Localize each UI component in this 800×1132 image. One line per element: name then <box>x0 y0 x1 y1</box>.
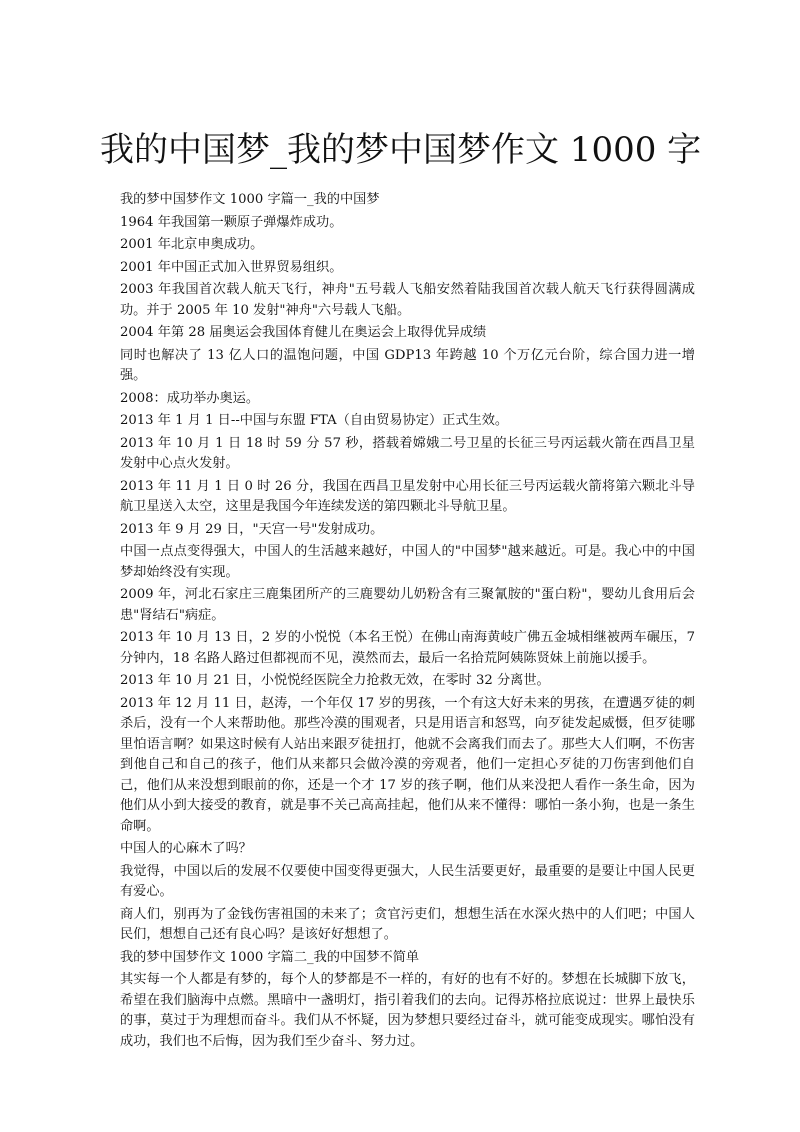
paragraph-2009-milk: 2009 年，河北石家庄三鹿集团所产的三鹿婴幼儿奶粉含有三聚氰胺的"蛋白粉"，婴幼儿食用后会患"肾结石"病症。 <box>120 587 695 623</box>
paragraph-2004-olympics: 2004 年第 28 届奥运会我国体育健儿在奥运会上取得优异成绩 <box>120 325 487 340</box>
paragraph-2013-beidou: 2013 年 11 月 1 日 0 时 26 分，我国在西昌卫星发射中心用长征三号丙运载火箭将第六颗北斗导航卫星送入太空，这里是我国今年连续发送的第四颗北斗导航卫星。 <box>120 478 695 514</box>
paragraph-section2-heading: 我的梦中国梦作文 1000 字篇二_我的中国梦不简单 <box>120 949 420 965</box>
paragraph-development: 我觉得，中国以后的发展不仅要使中国变得更强大，人民生活要更好，最重要的是要让中国人民更有爱心。 <box>120 863 695 899</box>
paragraph-2013-tiangong: 2013 年 9 月 29 日，"天宫一号"发射成功。 <box>120 521 384 537</box>
paragraph-section1-heading: 我的梦中国梦作文 1000 字篇一_我的中国梦 <box>120 192 380 207</box>
document-title: 我的中国梦_我的梦中国梦作文 1000 字 <box>100 130 702 170</box>
paragraph-2001-olympic-bid: 2001 年北京申奥成功。 <box>120 237 264 252</box>
paragraph-xiaoyueyue-death: 2013 年 10 月 21 日，小悦悦经医院全力抢救无效，在零时 32 分离世。 <box>120 673 550 688</box>
paragraph-xiaoyueyue: 2013 年 10 月 13 日，2 岁的小悦悦（本名王悦）在佛山南海黄岐广佛五金城相继被两车碾压，7 分钟内，18 名路人路过但都视而不见，漠然而去，最后一名拾荒阿姨陈贤妹上前施以援手。 <box>120 630 695 666</box>
paragraph-zhaotao: 2013 年 12 月 11 日，赵涛，一个年仅 17 岁的男孩，一个有这大好未来的男孩，在遭遇歹徒的刺杀后，没有一个人来帮助他。那些冷漠的围观者，只是用语言和怒骂，向歹徒发起威慑，但歹徒哪里怕语言啊？如果这时候有人站出来跟歹徒扭打，他就不会离我们而去了。那些大人们啊，不伤害到他自己和自己的孩子，他们从来都只会做冷漠的旁观者，他们一定担心歹徒的刀伤害到他们自己，他们从来没想到眼前的你，还是一个才 17 岁的孩子啊，他们从来没把人看作一条生命，因为他们从小到大接受的教育，就是事不关己高高挂起，他们从来不懂得：哪怕一条小狗，也是一条生命啊。 <box>120 695 695 834</box>
paragraph-2013-change2: 2013 年 10 月 1 日 18 时 59 分 57 秒，搭载着嫦娥二号卫星的长征三号丙运载火箭在西昌卫星发射中心点火发射。 <box>120 435 695 471</box>
paragraph-2003-shenzhou: 2003 年我国首次载人航天飞行，神舟"五号载人飞船安然着陆我国首次载人航天飞行获得圆满成功。并于 2005 年 10 发射"神舟"六号载人飞船。 <box>120 282 695 318</box>
paragraph-2013-fta: 2013 年 1 月 1 日--中国与东盟 FTA（自由贸易协定）正式生效。 <box>120 413 509 428</box>
paragraph-gdp: 同时也解决了 13 亿人口的温饱问题，中国 GDP13 年跨越 10 个万亿元台阶，综合国力进一增强。 <box>120 347 695 383</box>
paragraph-1964: 1964 年我国第一颗原子弹爆炸成功。 <box>120 214 343 230</box>
paragraph-merchants: 商人们，别再为了金钱伤害祖国的未来了；贪官污吏们，想想生活在水深火热中的人们吧；中国人民们，想想自己还有良心吗？是该好好想想了。 <box>120 906 695 942</box>
paragraph-2001-wto: 2001 年中国正式加入世界贸易组织。 <box>120 259 343 275</box>
document-body <box>120 190 695 1052</box>
paragraph-dream-essay: 其实每一个人都是有梦的，每个人的梦都是不一样的，有好的也有不好的。梦想在长城脚下放飞，希望在我们脑海中点燃。黑暗中一盏明灯，指引着我们的去向。记得苏格拉底说过：世界上最快乐的事，莫过于为理想而奋斗。我们从不怀疑，因为梦想只要经过奋斗，就可能变成现实。哪怕没有成功，我们也不后悔，因为我们至少奋斗、努力过。 <box>120 972 695 1049</box>
paragraph-2008: 2008：成功举办奥运。 <box>120 390 260 406</box>
paragraph-numb-question: 中国人的心麻木了吗？ <box>120 841 252 856</box>
paragraph-chinese-dream: 中国一点点变得强大，中国人的生活越来越好，中国人的"中国梦"越来越近。可是。我心中的中国梦却始终没有实现。 <box>120 544 695 580</box>
